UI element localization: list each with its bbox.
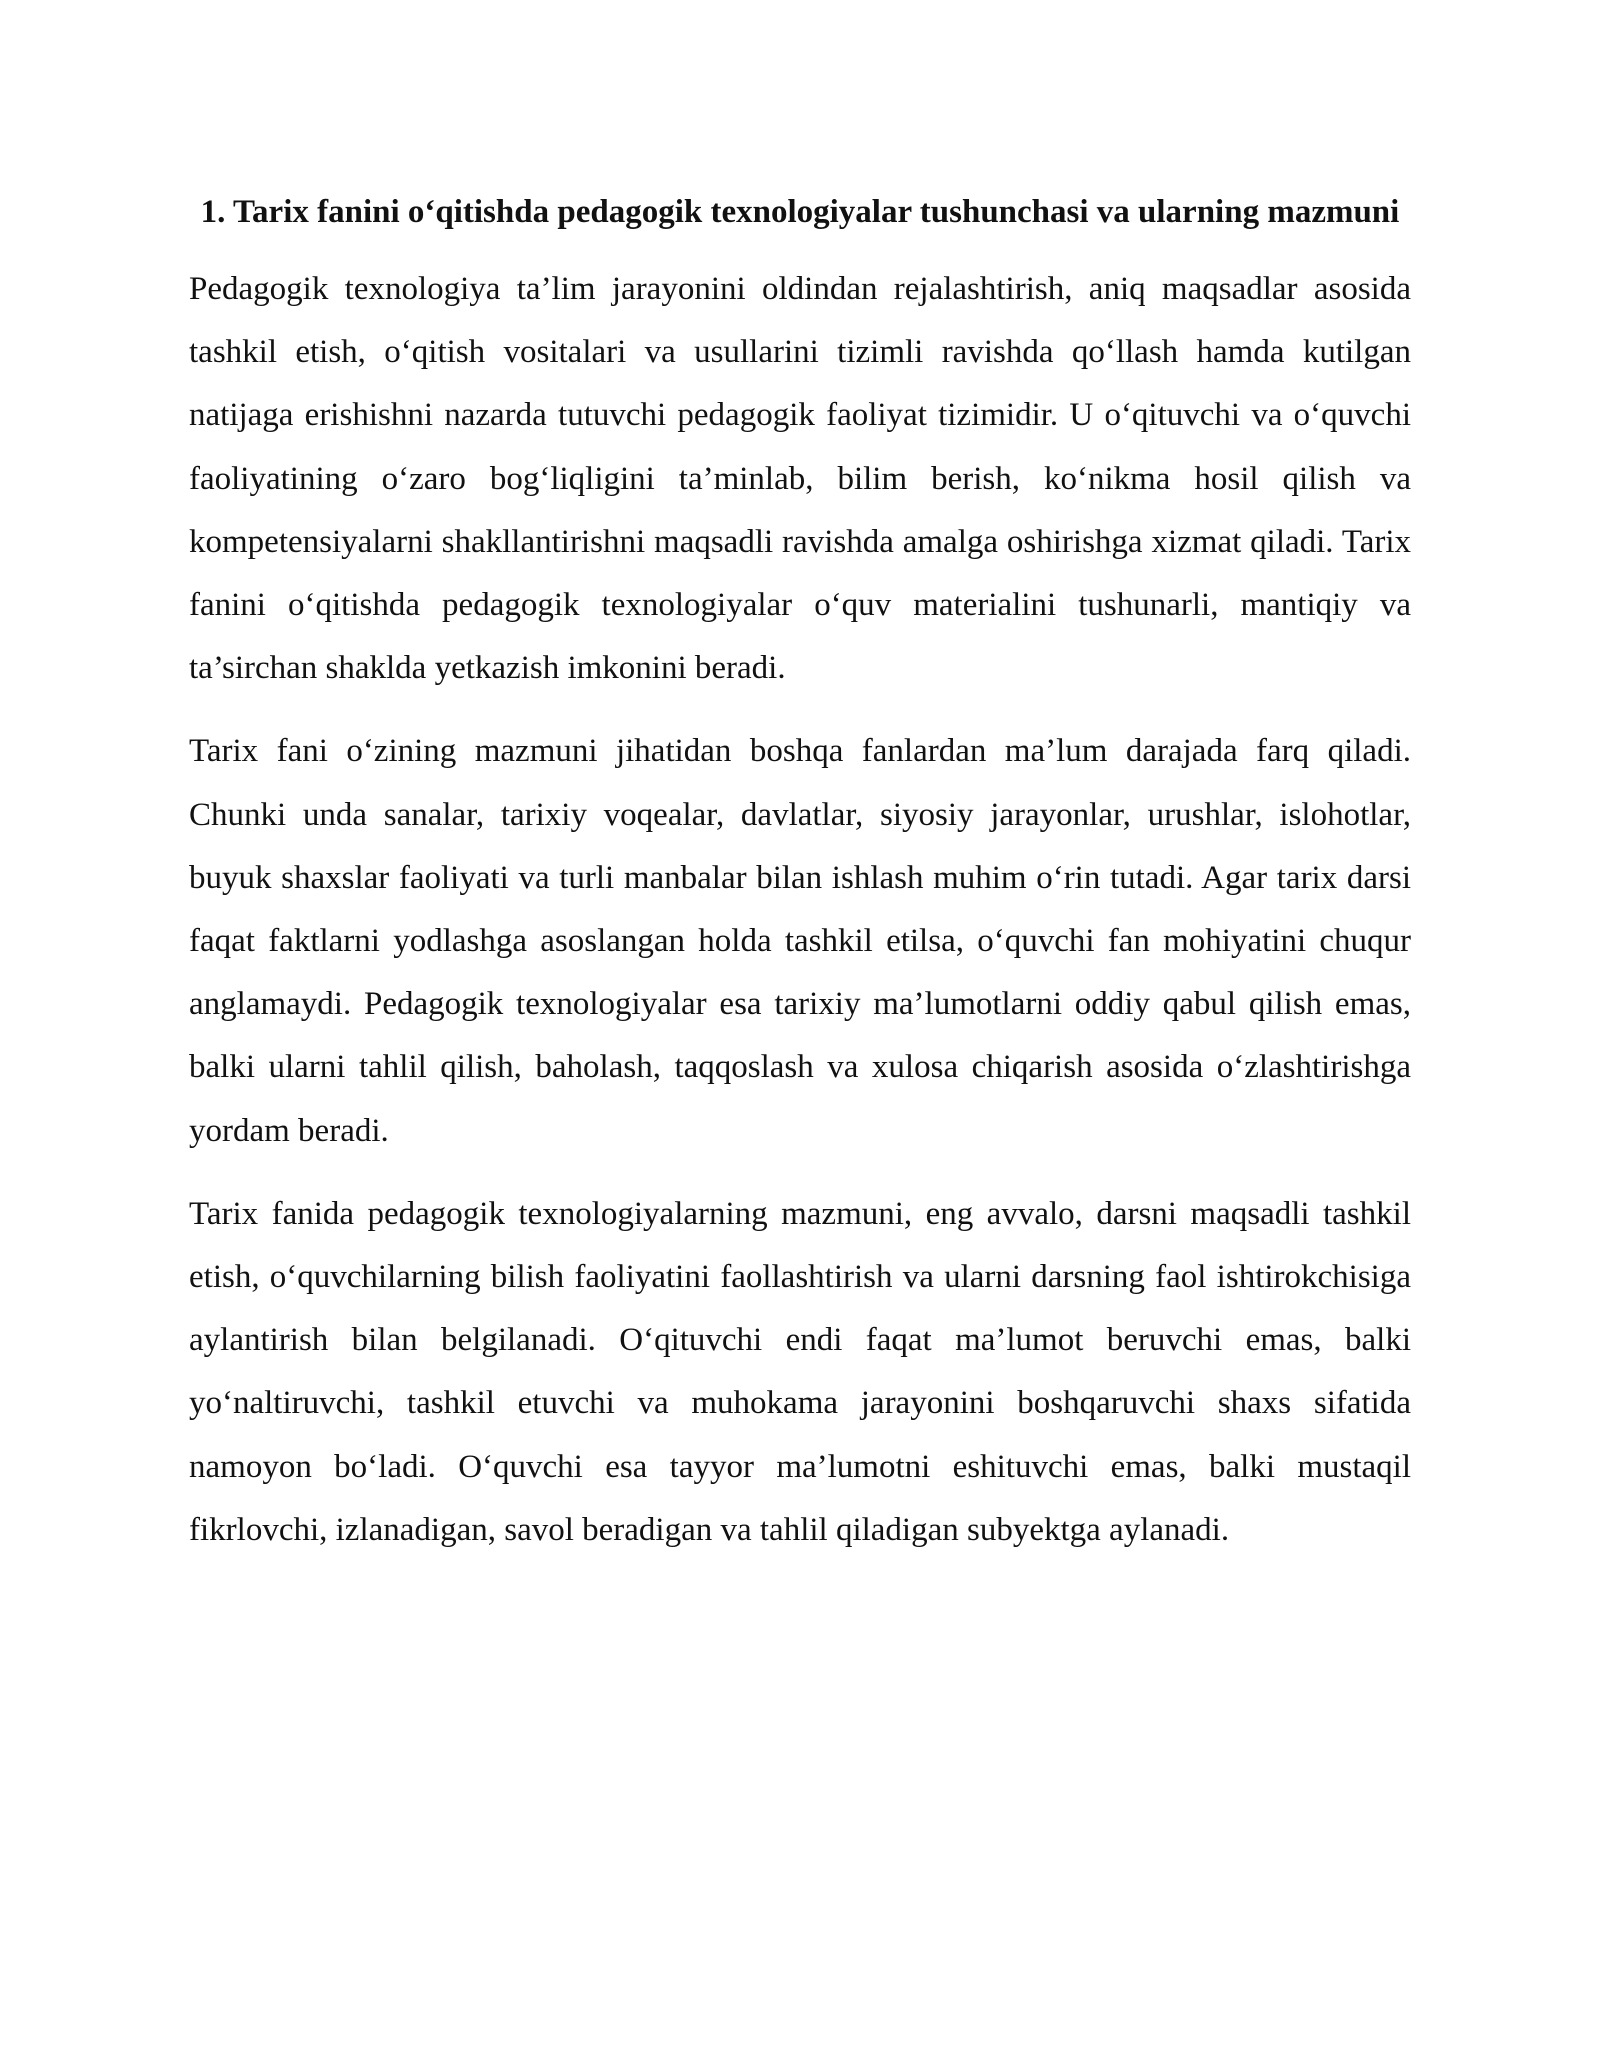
- paragraph-1: Pedagogik texnologiya ta’lim jarayonini oldindan rejalashtirish, aniq maqsadlar asosida tashkil etish, o‘qitish vositalari va usullarini tizimli ravishda qo‘llash hamda kutilgan natijaga erishishni nazarda tutuvchi pedagogik faoliyat tizimidir. U o‘qituvchi va o‘quvchi faoliyatining o‘zaro bog‘liqligini ta’minlab, bilim berish, ko‘nikma hosil qilish va kompetensiyalarni shakllantirishni maqsadli ravishda amalga oshirishga xizmat qiladi. Tarix fanini o‘qitishda pedagogik texnologiyalar o‘quv materialini tushunarli, mantiqiy va ta’sirchan shaklda yetkazish imkonini beradi.: [189, 271, 1411, 687]
- document-title: 1. Tarix fanini o‘qitishda pedagogik texnologiyalar tushunchasi va ularning mazmuni: [200, 194, 1400, 230]
- paragraph-2: Tarix fani o‘zining mazmuni jihatidan boshqa fanlardan ma’lum darajada farq qiladi. Chunki unda sanalar, tarixiy voqealar, davlatlar, siyosiy jarayonlar, urushlar, islohotlar, buyuk shaxslar faoliyati va turli manbalar bilan ishlash muhim o‘rin tutadi. Agar tarix darsi faqat faktlarni yodlashga asoslangan holda tashkil etilsa, o‘quvchi fan mohiyatini chuqur anglamaydi. Pedagogik texnologiyalar esa tarixiy ma’lumotlarni oddiy qabul qilish emas, balki ularni tahlil qilish, baholash, taqqoslash va xulosa chiqarish asosida o‘zlashtirishga yordam beradi.: [189, 733, 1411, 1149]
- document-page: [189, 180, 1411, 1582]
- paragraph-3: Tarix fanida pedagogik texnologiyalarning mazmuni, eng avvalo, darsni maqsadli tashkil etish, o‘quvchilarning bilish faoliyatini faollashtirish va ularni darsning faol ishtirokchisiga aylantirish bilan belgilanadi. O‘qituvchi endi faqat ma’lumot beruvchi emas, balki yo‘naltiruvchi, tashkil etuvchi va muhokama jarayonini boshqaruvchi shaxs sifatida namoyon bo‘ladi. O‘quvchi esa tayyor ma’lumotni eshituvchi emas, balki mustaqil fikrlovchi, izlanadigan, savol beradigan va tahlil qiladigan subyektga aylanadi.: [189, 1195, 1411, 1548]
